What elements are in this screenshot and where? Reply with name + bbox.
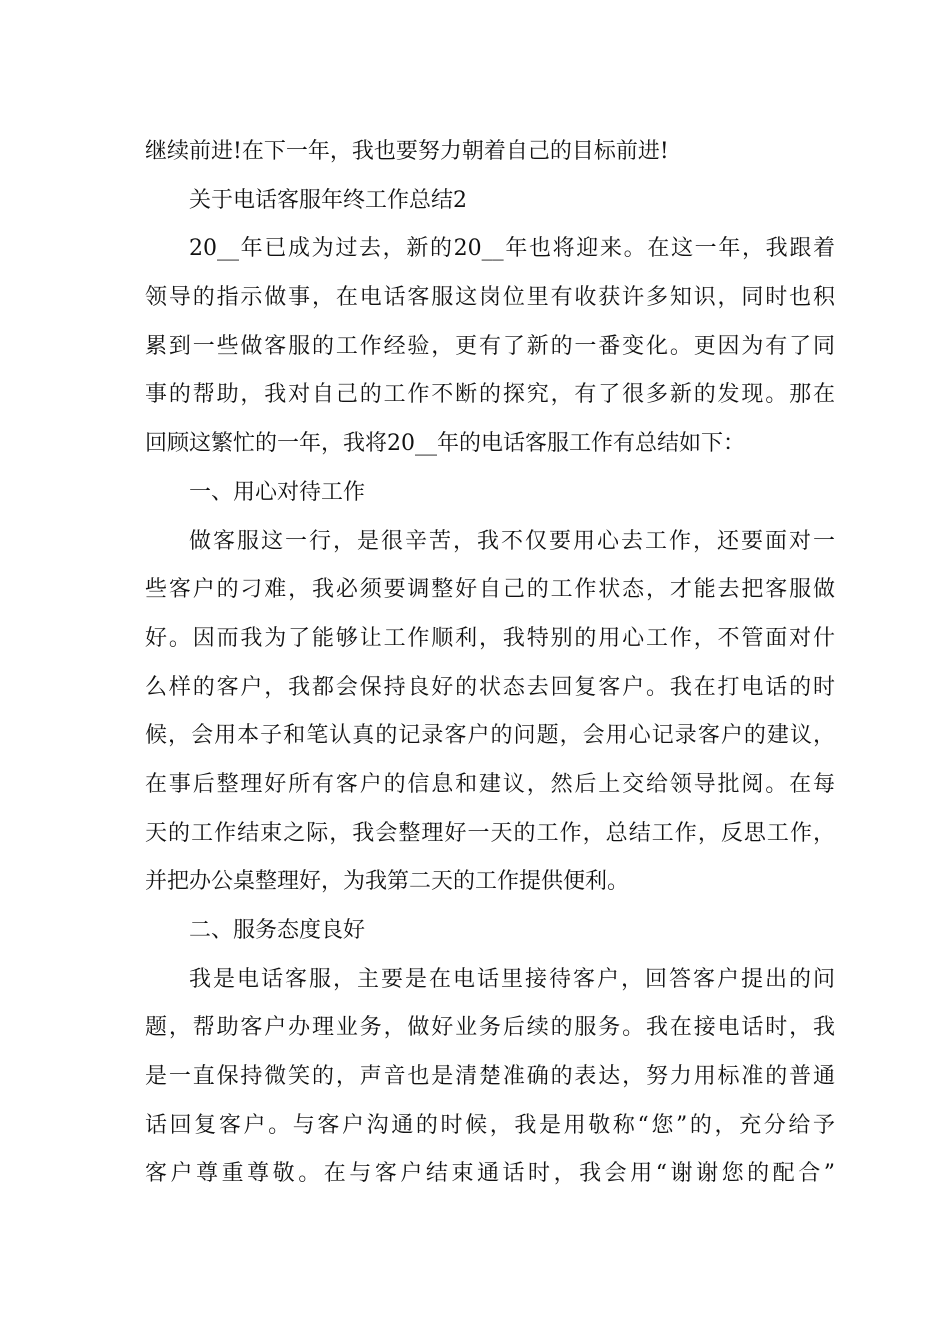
body-line: 话回复客户。与客户沟通的时候，我是用敬称“您”的，充分给予 [145, 1112, 835, 1138]
body-line: 领导的指示做事，在电话客服这岗位里有收获许多知识，同时也积 [145, 285, 835, 311]
body-line: 是一直保持微笑的，声音也是清楚准确的表达，努力用标准的普通 [145, 1064, 835, 1090]
section-heading: 一、用心对待工作 [189, 479, 366, 505]
body-line: 候，会用本子和笔认真的记录客户的问题，会用心记录客户的建议， [145, 723, 835, 749]
body-line: 么样的客户，我都会保持良好的状态去回复客户。我在打电话的时 [145, 674, 835, 700]
body-line: 事的帮助，我对自己的工作不断的探究，有了很多新的发现。那在 [145, 382, 835, 408]
body-line: 客户尊重尊敬。在与客户结束通话时，我会用“谢谢您的配合” [145, 1161, 835, 1187]
body-line: 些客户的刁难，我必须要调整好自己的工作状态，才能去把客服做 [145, 577, 835, 603]
body-line: 并把办公桌整理好，为我第二天的工作提供便利。 [145, 869, 630, 895]
body-line: 好。因而我为了能够让工作顺利，我特别的用心工作，不管面对什 [145, 625, 835, 651]
body-line: 回顾这繁忙的一年，我将20__年的电话客服工作有总结如下： [145, 431, 745, 457]
document-body [145, 128, 835, 1199]
body-line: 累到一些做客服的工作经验，更有了新的一番变化。更因为有了同 [145, 333, 835, 359]
body-line: 天的工作结束之际，我会整理好一天的工作，总结工作，反思工作， [145, 820, 835, 846]
body-line: 在事后整理好所有客户的信息和建议，然后上交给领导批阅。在每 [145, 771, 835, 797]
body-line: 做客服这一行，是很辛苦，我不仅要用心去工作，还要面对一 [189, 528, 835, 554]
body-line: 继续前进!在下一年，我也要努力朝着自己的目标前进! [145, 139, 669, 164]
body-line: 我是电话客服，主要是在电话里接待客户，回答客户提出的问 [189, 966, 835, 992]
section-title: 关于电话客服年终工作总结2 [189, 187, 467, 213]
body-line: 题，帮助客户办理业务，做好业务后续的服务。我在接电话时，我 [145, 1015, 835, 1041]
section-heading: 二、服务态度良好 [189, 918, 366, 943]
body-line: 20__年已成为过去，新的20__年也将迎来。在这一年，我跟着 [189, 236, 835, 262]
